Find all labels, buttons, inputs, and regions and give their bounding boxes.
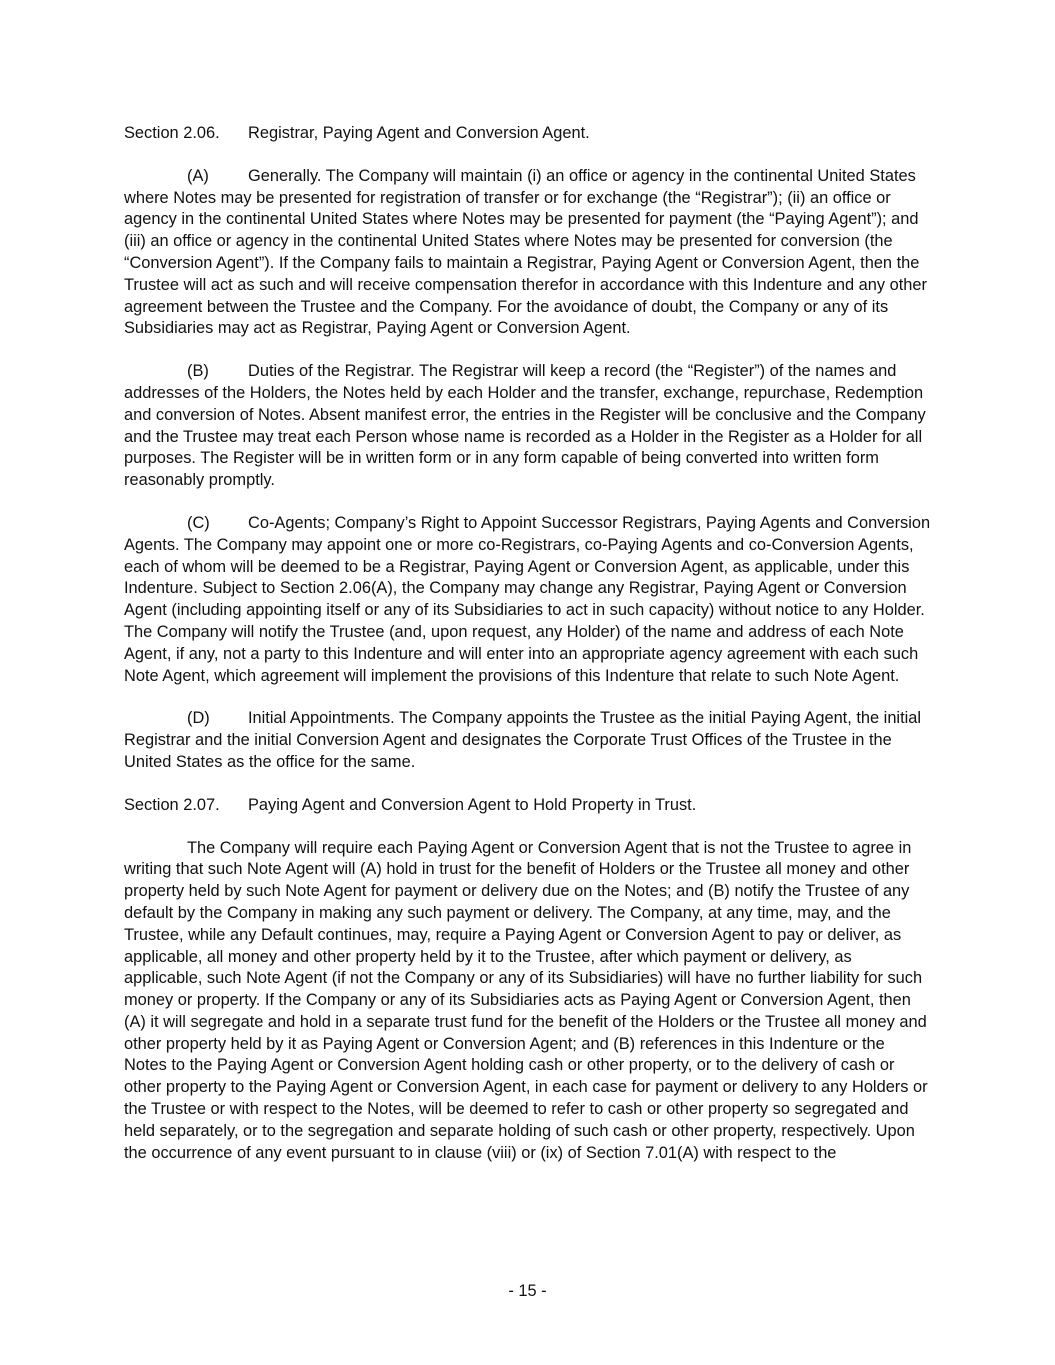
section-title: Registrar, Paying Agent and Conversion Agent. — [248, 124, 590, 142]
paragraph-label: (C) — [187, 513, 210, 532]
paragraph-c — [124, 513, 932, 687]
paragraph-label: (A) — [187, 166, 209, 185]
paragraph-text: Initial Appointments. The Company appoints the Trustee as the initial Paying Agent, the initial Registrar and the initial Conversion Agent and designates the Corporate Trust Offices of the Trustee in the United States as the office for the same. — [124, 709, 922, 771]
paragraph-d — [124, 708, 932, 773]
paragraph-b — [124, 361, 932, 492]
section-heading-2-06 — [124, 123, 932, 145]
paragraph-text: Co-Agents; Company’s Right to Appoint Successor Registrars, Paying Agents and Conversion Agents. The Company may appoint one or more co-Registrars, co-Paying Agents and co-Conversion Agents, each of whom will be deemed to be a Registrar, Paying Agent or Conversion Agent, as applicable, under this Indenture. Subject to Section 2.06(A), the Company may change any Registrar, Paying Agent or Conversion Agent (including appointing itself or any of its Subsidiaries to act in such capacity) without notice to any Holder. The Company will notify the Trustee (and, upon request, any Holder) of the name and address of each Note Agent, if any, not a party to this Indenture and will enter into an appropriate agency agreement with each such Note Agent, which agreement will implement the provisions of this Indenture that relate to such Note Agent. — [124, 513, 931, 685]
page-number: - 15 - — [508, 1282, 547, 1300]
paragraph-text: Duties of the Registrar. The Registrar will keep a record (the “Register”) of the names and addresses of the Holders, the Notes held by each Holder and the transfer, exchange, repurchase, Redemption and conversion of Notes. Absent manifest error, the entries in the Register will be conclusive and the Company and the Trustee may treat each Person whose name is recorded as a Holder in the Register as a Holder for all purposes. The Register will be in written form or in any form capable of being converted into written form reasonably promptly. — [124, 362, 926, 490]
page-footer — [0, 1281, 1055, 1303]
paragraph-a — [124, 166, 932, 340]
paragraph-text: The Company will require each Paying Agent or Conversion Agent that is not the Trustee to agree in writing that such Note Agent will (A) hold in trust for the benefit of Holders or the Trustee all money and other property held by such Note Agent for payment or delivery due on the Notes; and (B) notify the Trustee of any default by the Company in making any such payment or delivery. The Company, at any time, may, and the Trustee, while any Default continues, may, require a Paying Agent or Conversion Agent to pay or deliver, as applicable, all money and other property held by it to the Trustee, after which payment or delivery, as applicable, such Note Agent (if not the Company or any of its Subsidiaries) will have no further liability for such money or property. If the Company or any of its Subsidiaries acts as Paying Agent or Conversion Agent, then (A) it will segregate and hold in a separate trust fund for the benefit of the Holders or the Trustee all money and other property held by it as Paying Agent or Conversion Agent; and (B) references in this Indenture or the Notes to the Paying Agent or Conversion Agent holding cash or other property, or to the delivery of cash or other property to the Paying Agent or Conversion Agent, in each case for payment or delivery to any Holders or the Trustee or with respect to the Notes, will be deemed to refer to cash or other property so segregated and held separately, or to the segregation and separate holding of such cash or other property, respectively. Upon the occurrence of any event pursuant to in clause (viii) or (ix) of Section 7.01(A) with respect to the — [124, 838, 928, 1162]
section-heading-2-07 — [124, 795, 932, 817]
paragraph-label: (B) — [187, 362, 209, 381]
section-number: Section 2.07. — [124, 795, 220, 814]
paragraph-label: (D) — [187, 709, 210, 728]
paragraph-text: Generally. The Company will maintain (i) an office or agency in the continental United States where Notes may be presented for registration of transfer or for exchange (the “Registrar”); (ii) an office or agency in the continental United States where Notes may be presented for payment (the “Paying Agent”); and (iii) an office or agency in the continental United States where Notes may be presented for conversion (the “Conversion Agent”). If the Company fails to maintain a Registrar, Paying Agent or Conversion Agent, then the Trustee will act as such and will receive compensation therefor in accordance with this Indenture and any other agreement between the Trustee and the Company. For the avoidance of doubt, the Company or any of its Subsidiaries may act as Registrar, Paying Agent or Conversion Agent. — [124, 166, 927, 338]
section-title: Paying Agent and Conversion Agent to Hold Property in Trust. — [248, 795, 697, 814]
page-content — [124, 123, 932, 1185]
paragraph-trust — [124, 838, 932, 1165]
section-number: Section 2.06. — [124, 124, 220, 142]
